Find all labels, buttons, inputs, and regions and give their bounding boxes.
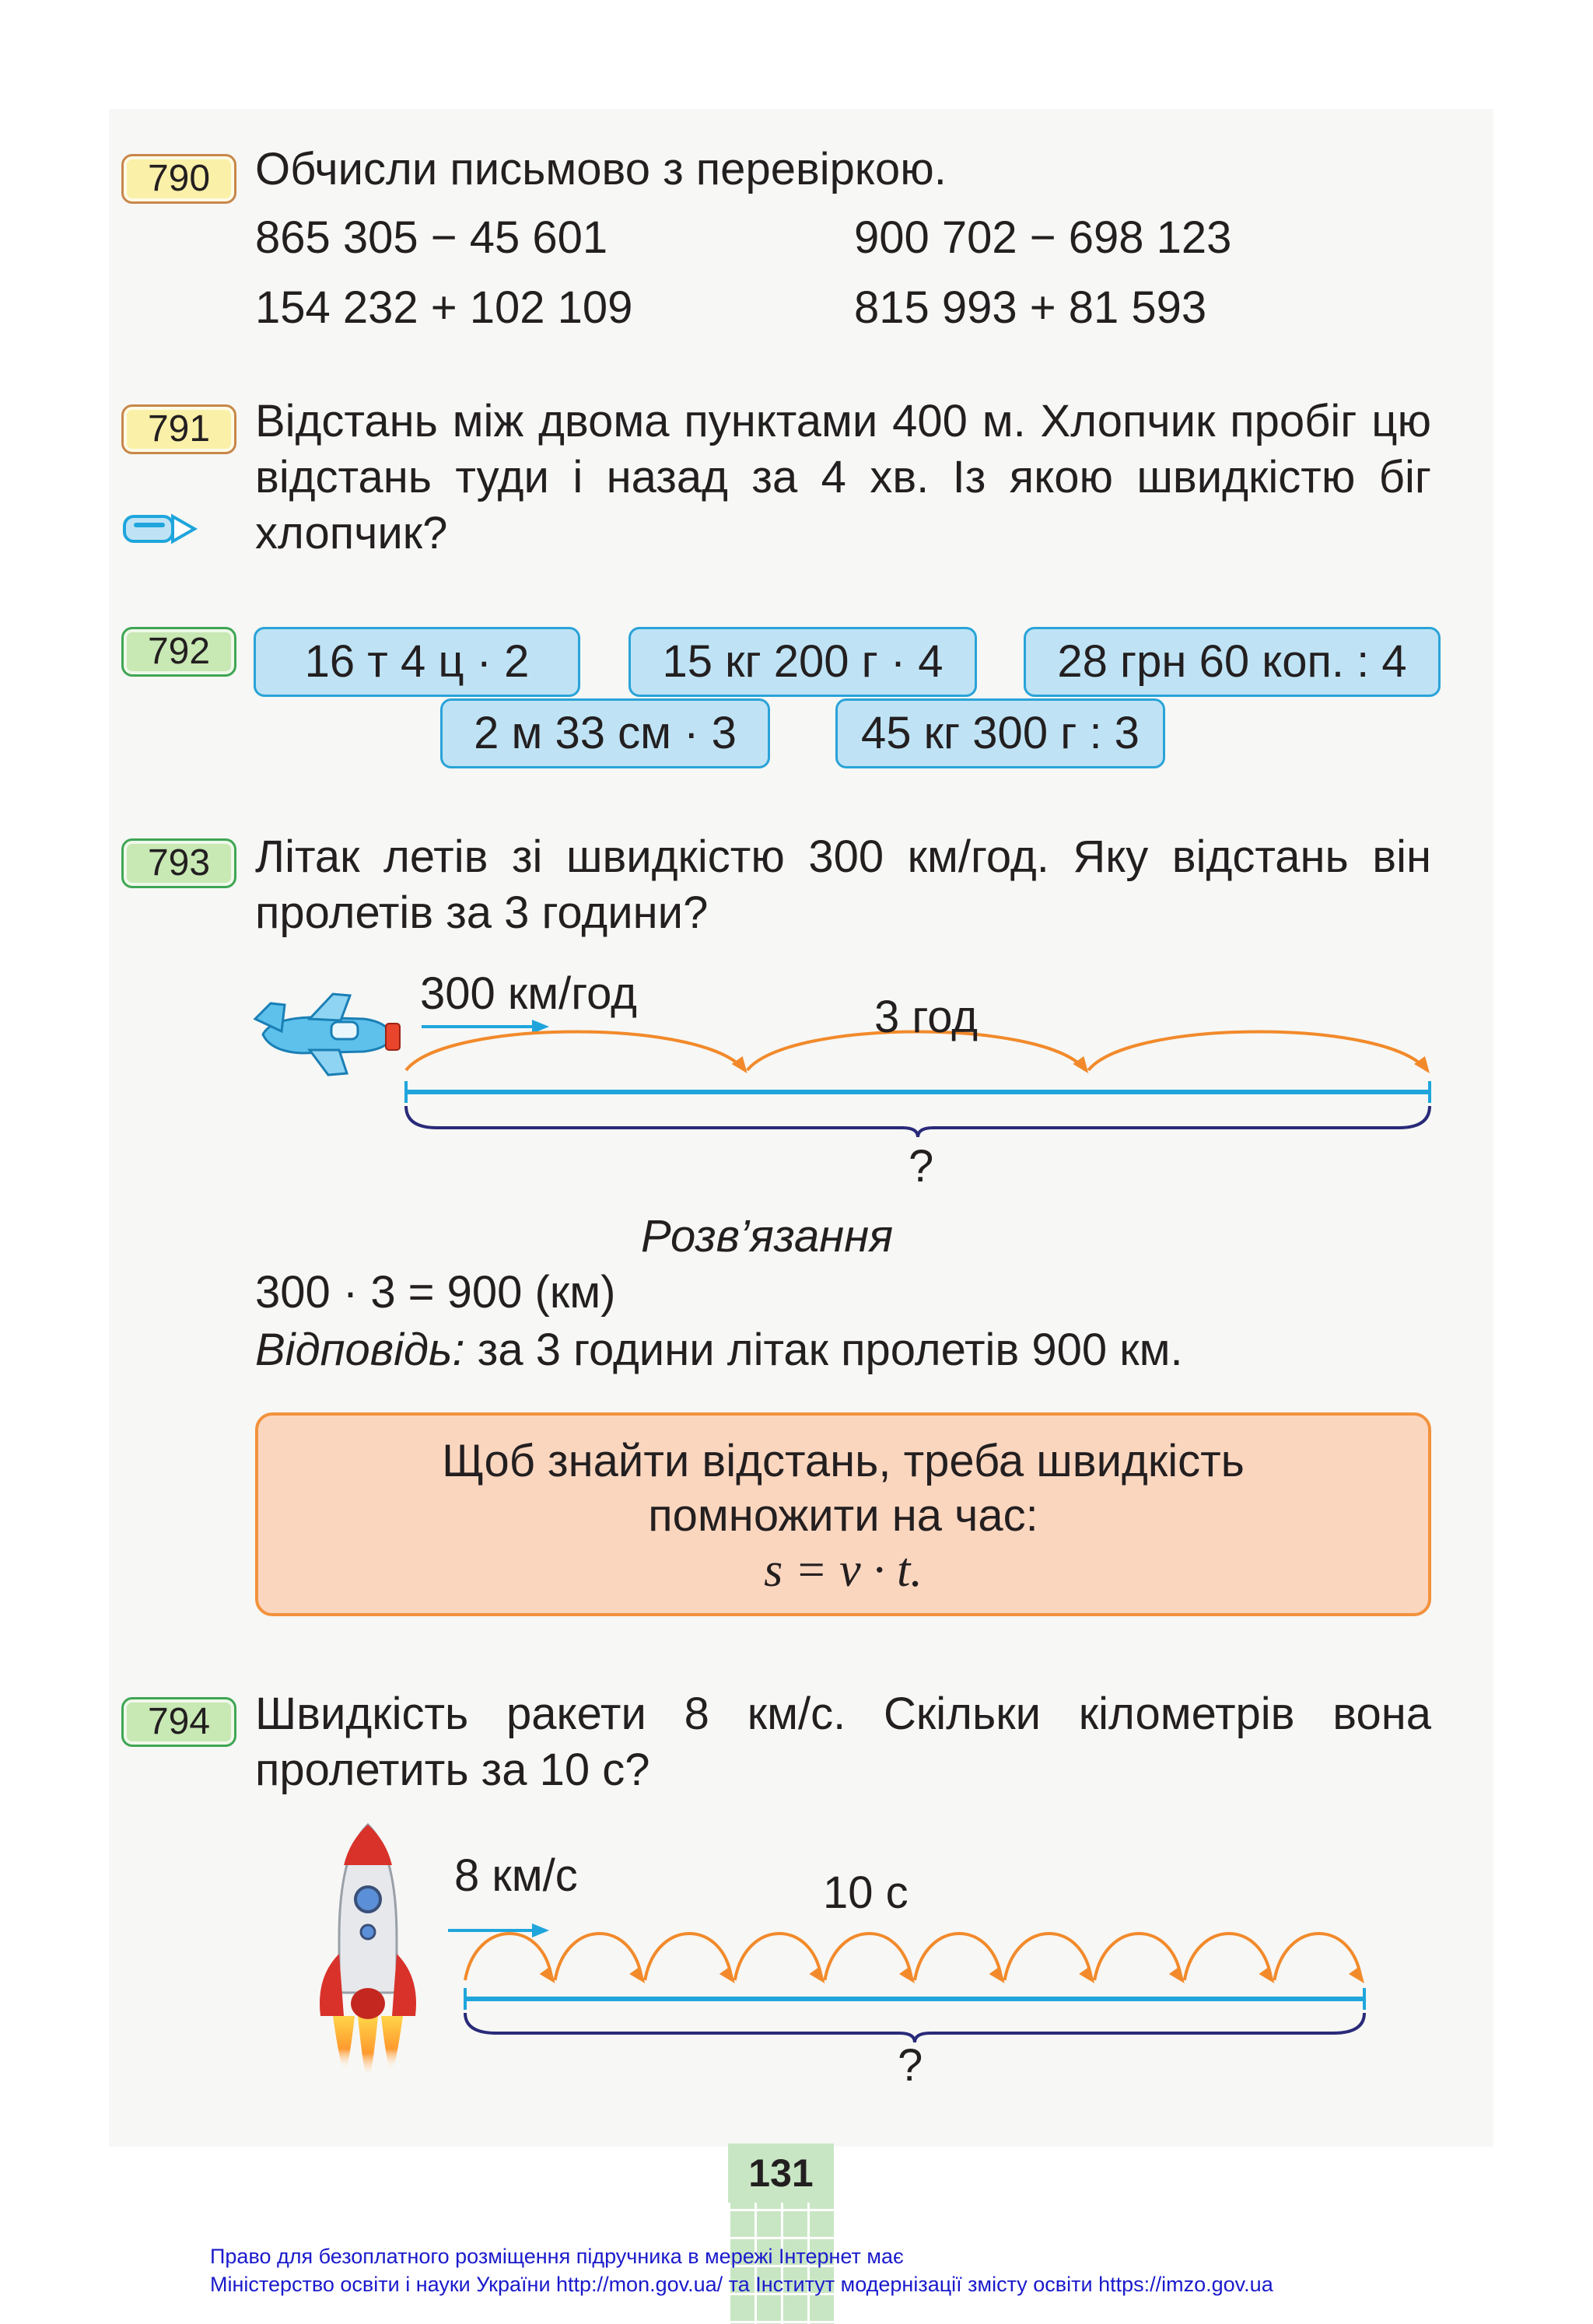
distance-arc: [1185, 1934, 1272, 1980]
ex794-diagram: [428, 1899, 1439, 2070]
ex792-expression-1: 16 т 4 ц · 2: [254, 627, 580, 697]
ex791-text: Відстань між двома пунктами 400 м. Хлопчик пробіг цю відстань туди і назад за 4 хв. Із якою швидкістю біг хлопчик?: [255, 396, 1431, 558]
page-number: 131: [728, 2144, 834, 2203]
ex793-text: Літак летів зі швидкістю 300 км/год. Яку відстань він пролетів за 3 години?: [255, 831, 1431, 938]
distance-arc-arrowhead: [1349, 1966, 1364, 1983]
exercise-number-791: 791: [121, 404, 236, 454]
distance-arc: [555, 1934, 642, 1980]
ex790-expression-4: 815 993 + 81 593: [854, 282, 1207, 333]
speed-arrow-head: [532, 1923, 549, 1937]
distance-arc: [825, 1934, 912, 1980]
ex793-speed-label: 300 км/год: [420, 968, 637, 1019]
ex793-solution: 300 · 3 = 900 (км): [255, 1267, 616, 1318]
ex793-answer-text: за 3 години літак пролетів 900 км.: [464, 1325, 1183, 1375]
ex794-unknown-label: ?: [898, 2040, 923, 2091]
distance-arc-arrowhead: [809, 1966, 825, 1983]
distance-arc-arrowhead: [1073, 1056, 1088, 1073]
distance-arc: [1005, 1934, 1092, 1980]
distance-arc-arrowhead: [732, 1056, 747, 1073]
footer-line-1: Право для безоплатного розміщення підручника в мережі Інтернет має: [210, 2245, 904, 2268]
ex794-time-label: 10 с: [823, 1867, 909, 1918]
distance-brace: [406, 1106, 1430, 1137]
ex794-speed-label: 8 км/с: [454, 1850, 578, 1901]
distance-arc: [645, 1934, 732, 1980]
pencil-icon: [121, 506, 199, 552]
ex790-expression-3: 154 232 + 102 109: [255, 282, 633, 333]
ex794-text: Швидкість ракети 8 км/с. Скільки кілометрів вона пролетить за 10 с?: [255, 1689, 1431, 1795]
distance-arc-arrowhead: [1169, 1966, 1185, 1983]
rule-line-2: помножити на час:: [648, 1490, 1038, 1541]
distance-arc: [1094, 1934, 1182, 1980]
ex792-expression-4: 2 м 33 см · 3: [440, 698, 770, 768]
ex792-expression-2: 15 кг 200 г · 4: [628, 627, 977, 697]
rule-line-1: Щоб знайти відстань, треба швидкість: [442, 1436, 1245, 1486]
ex793-time-label: 3 год: [874, 992, 979, 1042]
ex793-solution-title: Розв’язання: [641, 1211, 894, 1262]
distance-arc: [915, 1934, 1002, 1980]
distance-arc-arrowhead: [1079, 1966, 1094, 1983]
distance-arc: [1088, 1032, 1427, 1071]
rule-box: [255, 1412, 1431, 1616]
ex790-expression-2: 900 702 − 698 123: [854, 212, 1232, 263]
distance-arc-arrowhead: [540, 1966, 555, 1983]
distance-arc: [735, 1934, 822, 1980]
rule-formula: s = v · t.: [764, 1544, 923, 1597]
airplane-icon: [247, 988, 403, 1081]
distance-arc: [465, 1934, 552, 1980]
ex790-expression-1: 865 305 − 45 601: [255, 212, 608, 263]
footer-line-2: Міністерство освіти і науки України http://mon.gov.ua/ та Інститут модернізації змісту освіти https://imzo.gov.ua: [210, 2273, 1273, 2296]
distance-arc-arrowhead: [989, 1966, 1005, 1983]
ex792-expression-3: 28 грн 60 коп. : 4: [1024, 627, 1441, 697]
ex793-answer: [255, 1322, 1183, 1378]
exercise-number-792: 792: [121, 627, 236, 677]
ex793-answer-label: Відповідь:: [255, 1325, 465, 1375]
exercise-number-794: 794: [121, 1697, 236, 1747]
exercise-number-790: 790: [121, 154, 236, 204]
ex793-unknown-label: ?: [909, 1141, 934, 1192]
distance-arc-arrowhead: [899, 1966, 915, 1983]
distance-arc-arrowhead: [1259, 1966, 1274, 1983]
distance-arc-arrowhead: [719, 1966, 735, 1983]
exercise-number-793: 793: [121, 838, 236, 888]
distance-arc: [406, 1032, 744, 1071]
distance-arc: [1274, 1934, 1361, 1980]
distance-arc-arrowhead: [1414, 1056, 1430, 1073]
distance-arc-arrowhead: [629, 1966, 645, 1983]
rocket-icon: [310, 1822, 426, 2078]
ex792-expression-5: 45 кг 300 г : 3: [835, 698, 1165, 768]
ex790-instruction: Обчисли письмово з перевіркою.: [255, 144, 947, 194]
